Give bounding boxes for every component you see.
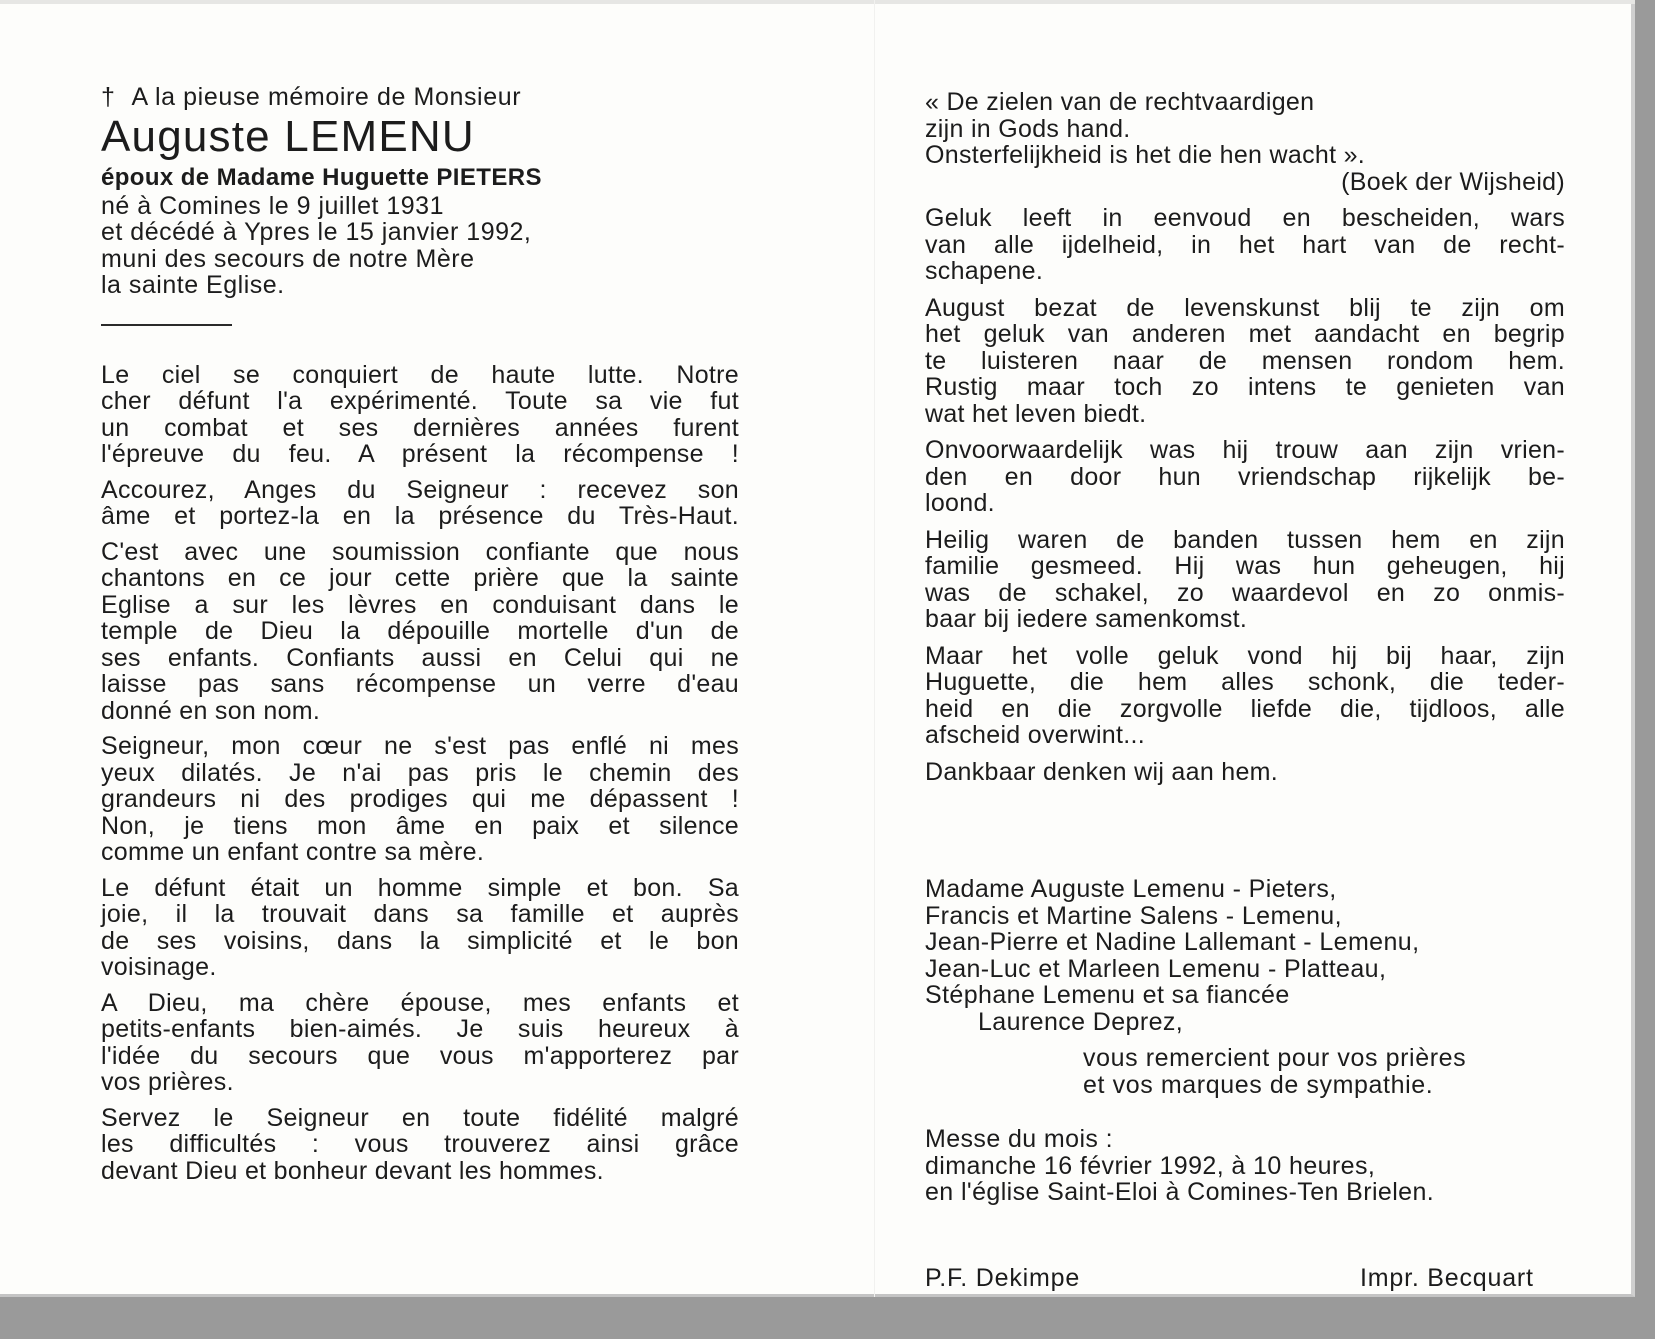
paragraph [925, 759, 1565, 786]
paragraph-line: l'épreuve du feu. A présent la récompense ! [101, 440, 739, 468]
paragraph [101, 362, 739, 468]
paragraph-line: comme un enfant contre sa mère. [101, 838, 485, 866]
paragraph [101, 990, 739, 1096]
paragraph-line: Maar het volle geluk vond hij bij haar, zijn [925, 641, 1565, 670]
birth-death-block [101, 193, 739, 299]
paragraph [101, 875, 739, 981]
paragraph-line: Dankbaar denken wij aan hem. [925, 757, 1279, 786]
paragraph-line: den en door hun vriendschap rijkelijk be- [925, 462, 1565, 491]
paragraph-line: Accourez, Anges du Seigneur : recevez son [101, 475, 739, 504]
thanks-line: vous remercient pour vos prières [1083, 1044, 1467, 1072]
cross-icon: † [101, 83, 116, 111]
death-line: et décédé à Ypres le 15 janvier 1992, [101, 218, 532, 246]
paragraph-line: un combat et ses dernières années furent [101, 413, 739, 442]
card-fold-line [874, 0, 875, 1297]
paragraph-line: temple de Dieu la dépouille mortelle d'un de [101, 617, 739, 645]
paragraph-line: devant Dieu et bonheur devant les hommes. [101, 1156, 604, 1185]
family-member: Francis et Martine Salens - Lemenu, [925, 901, 1342, 930]
thanks-line: et vos marques de sympathie. [1083, 1070, 1434, 1099]
paragraph-line: heid en die zorgvolle liefde die, tijdloos, alle [925, 694, 1565, 723]
paragraph-line: Seigneur, mon cœur ne s'est pas enflé ni mes [101, 732, 739, 760]
paragraph [101, 1105, 739, 1185]
memorial-heading [101, 84, 739, 111]
paragraph-line: ses enfants. Confiants aussi en Celui qui ne [101, 643, 739, 672]
paragraph [101, 539, 739, 725]
thanks-block [1083, 1045, 1466, 1098]
quote-line: zijn in Gods hand. [925, 114, 1131, 143]
right-column [925, 89, 1565, 795]
scripture-quote [925, 89, 1565, 195]
paragraph-line: A Dieu, ma chère épouse, mes enfants et [101, 988, 739, 1017]
paragraph [925, 205, 1565, 285]
paragraph [925, 527, 1565, 633]
family-member: Madame Auguste Lemenu - Pieters, [925, 875, 1337, 903]
paragraph-line: baar bij iedere samenkomst. [925, 605, 1248, 633]
paragraph-line: Huguette, die hem alles schonk, die teder- [925, 668, 1565, 696]
paragraph-line: l'idée du secours que vous m'apporterez par [101, 1041, 739, 1070]
paragraph-line: familie gesmeed. Hij was hun geheugen, hij [925, 552, 1565, 580]
paragraph-line: Servez le Seigneur en toute fidélité malgré [101, 1103, 739, 1132]
family-member: Stéphane Lemenu et sa fiancée [925, 981, 1290, 1009]
paragraph-line: het geluk van anderen met aandacht en begrip [925, 320, 1565, 348]
sacraments-line: muni des secours de notre Mère [101, 244, 475, 273]
paragraph-line: voisinage. [101, 953, 217, 981]
quote-line: « De zielen van de rechtvaardigen [925, 88, 1315, 116]
paragraph-line: Geluk leeft in eenvoud en bescheiden, wars [925, 204, 1565, 232]
paragraph-line: donné en son nom. [101, 696, 321, 725]
card-top-edge [0, 0, 1635, 4]
paragraph-line: laisse pas sans récompense un verre d'eau [101, 670, 739, 698]
paragraph-line: Le ciel se conquiert de haute lutte. Notre [101, 360, 739, 389]
church-line: la sainte Eglise. [101, 271, 285, 299]
paragraph-line: C'est avec une soumission confiante que nous [101, 537, 739, 566]
deceased-name: Auguste LEMENU [101, 111, 475, 161]
paragraph-line: schapene. [925, 257, 1044, 285]
mass-line: Messe du mois : [925, 1125, 1114, 1153]
paragraph-line: vos prières. [101, 1068, 234, 1096]
paragraph-line: Rustig maar toch zo intens te genieten van [925, 373, 1565, 401]
paragraph-line: âme et portez-la en la présence du Très-Haut. [101, 502, 739, 530]
memorial-text: A la pieuse mémoire de Monsieur [131, 83, 522, 111]
paragraph [101, 733, 739, 866]
family-list [925, 876, 1419, 1035]
printer-credit: Impr. Becquart [1360, 1264, 1534, 1292]
paragraph [925, 437, 1565, 517]
paragraph-line: chantons en ce jour cette prière que la sainte [101, 564, 739, 592]
paragraph-line: cher défunt l'a expérimenté. Toute sa vie fut [101, 387, 739, 415]
divider [101, 324, 232, 326]
quote-source: (Boek der Wijsheid) [1341, 167, 1565, 196]
paragraph [925, 295, 1565, 428]
family-member-indented: Laurence Deprez, [978, 1007, 1184, 1036]
mass-line: dimanche 16 février 1992, à 10 heures, [925, 1151, 1376, 1180]
paragraph-line: petits-enfants bien-aimés. Je suis heureux à [101, 1015, 739, 1043]
paragraph-line: de ses voisins, dans la simplicité et le bon [101, 926, 739, 955]
paragraph-line: August bezat de levenskunst blij te zijn om [925, 293, 1565, 322]
family-member: Jean-Pierre et Nadine Lallemant - Lemenu, [925, 928, 1420, 956]
left-column [101, 84, 739, 1193]
paragraph-line: te luisteren naar de mensen rondom hem. [925, 346, 1565, 375]
paragraph-line: was de schakel, zo waardevol en zo onmis- [925, 578, 1565, 607]
paragraph-line: Onvoorwaardelijk was hij trouw aan zijn vrien- [925, 436, 1565, 464]
family-member: Jean-Luc et Marleen Lemenu - Platteau, [925, 954, 1387, 983]
paragraph [101, 477, 739, 530]
paragraph-line: Heilig waren de banden tussen hem en zijn [925, 525, 1565, 554]
paragraph-line: afscheid overwint... [925, 721, 1145, 749]
paragraph-line: Le défunt était un homme simple et bon. Sa [101, 873, 739, 902]
spouse-line: époux de Madame Huguette PIETERS [101, 163, 542, 191]
paragraph-line: Eglise a sur les lèvres en conduisant dans le [101, 590, 739, 619]
paragraph-line: les difficultés : vous trouverez ainsi grâce [101, 1130, 739, 1158]
mass-info [925, 1126, 1434, 1206]
paragraph-line: joie, il la trouvait dans sa famille et auprès [101, 900, 739, 928]
funeral-director: P.F. Dekimpe [925, 1264, 1081, 1292]
paragraph-line: yeux dilatés. Je n'ai pas pris le chemin des [101, 758, 739, 787]
paragraph-line: van alle ijdelheid, in het hart van de recht- [925, 230, 1565, 259]
mass-line: en l'église Saint-Eloi à Comines-Ten Brielen. [925, 1178, 1435, 1206]
paragraph-line: wat het leven biedt. [925, 399, 1147, 428]
paragraph-line: grandeurs ni des prodiges qui me dépassent ! [101, 785, 739, 813]
paragraph-line: loond. [925, 489, 995, 517]
quote-line: Onsterfelijkheid is het die hen wacht ». [925, 141, 1366, 169]
birth-line: né à Comines le 9 juillet 1931 [101, 191, 444, 220]
paragraph [925, 643, 1565, 749]
paragraph-line: Non, je tiens mon âme en paix et silence [101, 811, 739, 840]
